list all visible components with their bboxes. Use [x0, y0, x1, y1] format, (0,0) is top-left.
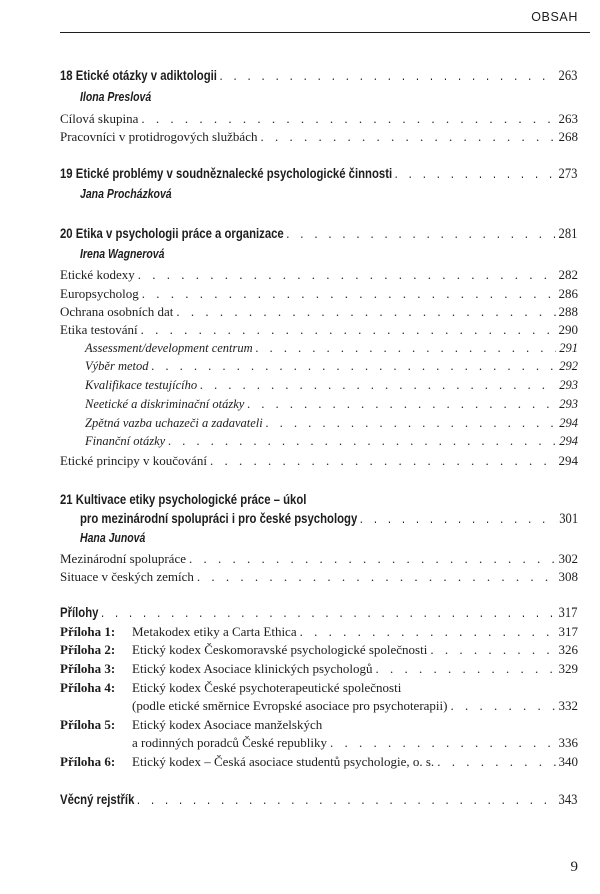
appendix-title[interactable]: Etický kodex České psychoterapeutické společnosti	[132, 680, 402, 695]
toc-item[interactable]	[60, 452, 578, 469]
appendix-label: Příloha 1:	[60, 624, 116, 639]
page-ref: 288	[558, 304, 578, 319]
page-ref: 336	[558, 735, 578, 750]
toc-item[interactable]	[60, 321, 578, 338]
item-label: Assessment/development centrum	[85, 341, 253, 355]
page-ref: 273	[558, 166, 578, 182]
leader-dots	[266, 415, 557, 432]
item-label: Neetické a diskriminační otázky	[85, 397, 245, 411]
page-ref: 317	[558, 605, 578, 621]
chapter-title-cont: pro mezinárodní spolupráci i pro české psychology	[80, 511, 358, 526]
leader-dots	[141, 321, 556, 338]
page-ref: 301	[559, 511, 579, 527]
leader-dots	[142, 285, 556, 302]
page-ref: 294	[558, 453, 578, 468]
toc-chapter-20[interactable]	[60, 225, 577, 243]
page-ref: 293	[559, 378, 578, 392]
leader-dots	[286, 225, 556, 242]
leader-dots	[152, 358, 557, 375]
page-ref: 268	[558, 129, 578, 144]
leader-dots	[210, 452, 556, 469]
toc-appendix-5[interactable]	[132, 734, 578, 751]
page-ref: 294	[559, 416, 578, 430]
toc-appendices[interactable]	[60, 604, 577, 622]
appendix-title[interactable]: Etický kodex Asociace manželských	[132, 717, 323, 732]
leader-dots	[375, 660, 555, 677]
leader-dots	[138, 266, 556, 283]
leader-dots	[300, 623, 556, 640]
leader-dots	[360, 510, 557, 527]
section-title: Přílohy	[60, 605, 99, 620]
page-ref: 343	[558, 792, 578, 808]
leader-dots	[395, 165, 556, 182]
toc-subitem[interactable]	[85, 358, 578, 375]
leader-dots	[219, 67, 556, 84]
leader-dots	[430, 641, 555, 658]
page-number: 9	[570, 859, 578, 875]
toc-item[interactable]	[60, 568, 578, 585]
chapter-author: Hana Junová	[80, 531, 146, 545]
page-ref: 340	[558, 754, 578, 769]
page-ref: 326	[558, 642, 578, 657]
leader-dots	[437, 753, 555, 770]
chapter-title: 20 Etika v psychologii práce a organizace	[60, 226, 284, 241]
item-label: Mezinárodní spolupráce	[60, 551, 186, 566]
appendix-title-cont: (podle etické směrnice Evropské asociace pro psychoterapii)	[132, 698, 448, 713]
appendix-label: Příloha 5:	[60, 717, 116, 732]
toc-chapter-18[interactable]	[60, 67, 577, 85]
toc-item[interactable]	[60, 550, 578, 567]
toc-item[interactable]	[60, 110, 578, 127]
leader-dots	[247, 396, 556, 413]
item-label: Ochrana osobních dat	[60, 304, 174, 319]
section-title: Věcný rejstřík	[60, 792, 135, 807]
item-label: Etika testování	[60, 322, 138, 337]
page-ref: 329	[558, 661, 578, 676]
appendix-title-cont: a rodinných poradců České republiky	[132, 735, 327, 750]
leader-dots	[450, 697, 555, 714]
toc-item[interactable]	[60, 266, 578, 283]
item-label: Kvalifikace testujícího	[85, 378, 198, 392]
leader-dots	[137, 791, 556, 808]
page-ref: 302	[558, 551, 578, 566]
toc-chapter-21-title[interactable]: 21 Kultivace etiky psychologické práce – úkol	[60, 492, 307, 507]
page-ref: 293	[559, 397, 578, 411]
page-ref: 263	[558, 68, 578, 84]
chapter-author: Jana Procházková	[80, 187, 172, 201]
chapter-title: 19 Etické problémy v soudněznalecké psychologické činnosti	[60, 166, 393, 181]
leader-dots	[189, 550, 556, 567]
leader-dots	[168, 433, 556, 450]
leader-dots	[330, 734, 556, 751]
item-label: Pracovníci v protidrogových službách	[60, 129, 258, 144]
page-ref: 290	[558, 322, 578, 337]
leader-dots	[256, 340, 557, 357]
toc-appendix-2[interactable]	[60, 641, 578, 658]
leader-dots	[141, 110, 555, 127]
appendix-label: Příloha 2:	[60, 642, 116, 657]
item-label: Cílová skupina	[60, 111, 139, 126]
toc-item[interactable]	[60, 303, 578, 320]
toc-appendix-4[interactable]	[132, 697, 578, 714]
page-ref: 281	[558, 226, 578, 242]
page-ref: 317	[558, 624, 578, 639]
running-header: OBSAH	[531, 10, 578, 24]
leader-dots	[197, 568, 556, 585]
chapter-author: Irena Wagnerová	[80, 247, 165, 261]
item-label: Zpětná vazba uchazeči a zadavateli	[85, 416, 263, 430]
appendix-label: Příloha 4:	[60, 680, 116, 695]
leader-dots	[200, 377, 556, 394]
page-ref: 286	[558, 286, 578, 301]
page-ref: 294	[559, 434, 578, 448]
appendix-label: Příloha 6:	[60, 754, 116, 769]
item-label: Výběr metod	[85, 359, 149, 373]
toc-appendix-1[interactable]	[60, 623, 578, 640]
toc-subitem[interactable]	[85, 433, 578, 450]
toc-subitem[interactable]	[85, 415, 578, 432]
page-ref: 292	[559, 359, 578, 373]
toc-subitem[interactable]	[85, 396, 578, 413]
leader-dots	[101, 604, 556, 621]
appendix-title: Metakodex etiky a Carta Ethica	[132, 624, 297, 639]
page-ref: 308	[558, 569, 578, 584]
toc-chapter-21[interactable]	[80, 510, 578, 528]
leader-dots	[260, 128, 555, 145]
page-ref: 332	[558, 698, 578, 713]
page-ref: 263	[558, 111, 578, 126]
item-label: Finanční otázky	[85, 434, 166, 448]
chapter-author: Ilona Preslová	[80, 90, 152, 104]
page-ref: 291	[559, 341, 578, 355]
toc-appendix-3[interactable]	[60, 660, 578, 677]
toc-appendix-6[interactable]	[60, 753, 578, 770]
toc-chapter-19[interactable]	[60, 165, 577, 183]
toc-subitem[interactable]	[85, 377, 578, 394]
chapter-title: 18 Etické otázky v adiktologii	[60, 68, 217, 83]
page-ref: 282	[558, 267, 578, 282]
header-rule	[60, 32, 590, 33]
appendix-title: Etický kodex Asociace klinických psychologů	[132, 661, 373, 676]
item-label: Situace v českých zemích	[60, 569, 194, 584]
item-label: Etické principy v koučování	[60, 453, 207, 468]
item-label: Etické kodexy	[60, 267, 135, 282]
appendix-label: Příloha 3:	[60, 661, 116, 676]
toc-index[interactable]	[60, 791, 577, 809]
toc-subitem[interactable]	[85, 340, 578, 357]
toc-item[interactable]	[60, 285, 578, 302]
item-label: Europsycholog	[60, 286, 139, 301]
leader-dots	[176, 303, 555, 320]
appendix-title: Etický kodex Českomoravské psychologické společnosti	[132, 642, 428, 657]
appendix-title: Etický kodex – Česká asociace studentů psychologie, o. s.	[132, 754, 435, 769]
toc-item[interactable]	[60, 128, 578, 145]
